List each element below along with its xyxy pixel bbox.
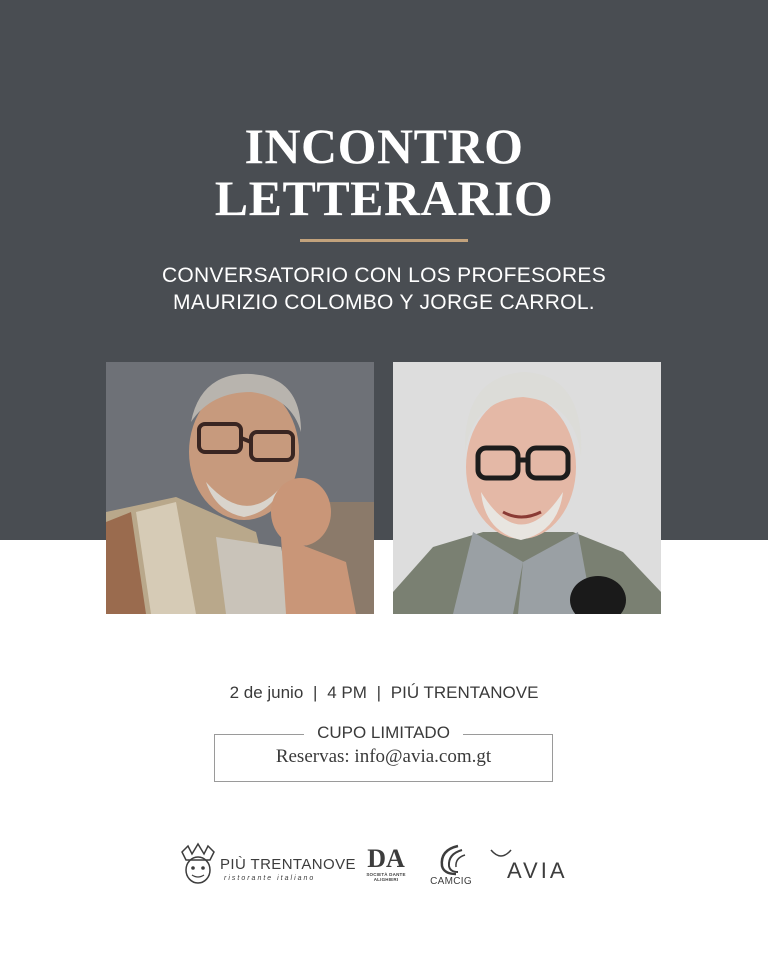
- subtitle-line-1: CONVERSATORIO CON LOS PROFESORES: [161, 264, 607, 287]
- reservation-contact[interactable]: Reservas: info@avia.com.gt: [275, 746, 492, 767]
- event-venue: PIÚ TRENTANOVE: [390, 683, 539, 702]
- camcig-logo: [422, 842, 480, 890]
- subtitle: [0, 262, 768, 316]
- da-logo-mark: DA: [367, 844, 405, 873]
- event-date: 2 de junio: [229, 683, 304, 702]
- title-line-1: INCONTRO: [244, 118, 524, 174]
- piu-logo-subtitle: ristorante italiano: [224, 875, 316, 882]
- dante-alighieri-logo: [357, 838, 415, 888]
- event-details: [0, 682, 768, 704]
- piu-trentanove-logo: [178, 842, 356, 886]
- title-divider: [300, 239, 468, 242]
- separator: |: [376, 683, 382, 702]
- page-title: [0, 120, 768, 224]
- event-time: 4 PM: [327, 683, 367, 702]
- piu-logo-name: PIÙ TRENTANOVE: [220, 856, 356, 873]
- avia-logo-text: AVIA: [507, 858, 568, 883]
- camcig-swirl-icon: [422, 842, 480, 876]
- avia-logo: [487, 848, 595, 883]
- da-logo-subtitle: SOCIETÀ DANTE ALIGHIERI: [366, 872, 406, 882]
- camcig-logo-text: CAMCIG: [430, 876, 472, 887]
- portrait-left: [106, 362, 374, 614]
- separator: |: [313, 683, 318, 702]
- title-line-2: LETTERARIO: [214, 170, 554, 226]
- subtitle-line-2: MAURIZIO COLOMBO Y JORGE CARROL.: [173, 291, 595, 314]
- portrait-right: [393, 362, 661, 614]
- jester-mask-icon: [178, 842, 218, 886]
- limited-capacity-label: CUPO LIMITADO: [309, 723, 458, 742]
